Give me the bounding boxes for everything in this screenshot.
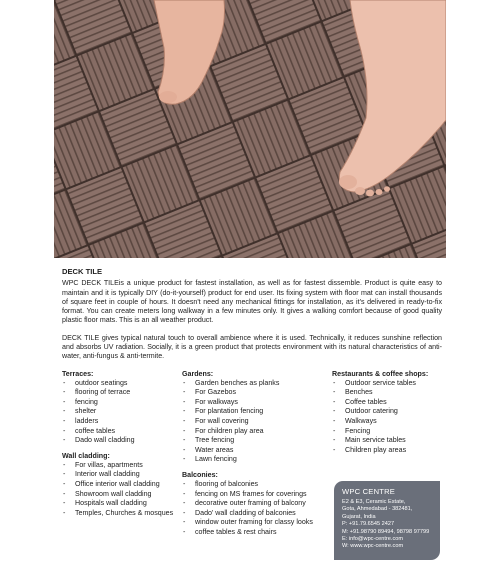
intro-paragraph: WPC DECK TILEis a unique product for fastest installation, as well as for fastest dissemble. Product is quite easy to maintain and it is typically DIY (do-it-yourself) product for end user. Its fixing system with floor mat can install thousands of square feet in couple of hours. It doesn't need any mechanical fittings for installation, as it's delivered in ready-to-fix format. You can create meters long walkway in a few minutes only. It gives a walking comfort because of good quality plastic floor mats. This is an all weather product. xyxy=(62,279,442,325)
list-item: - For children play area xyxy=(182,427,332,437)
list-item: - flooring of terrace xyxy=(62,388,182,398)
list-item: - Dado' wall cladding of balconies xyxy=(182,509,332,519)
restaurants-list xyxy=(332,379,442,456)
list-item: - Temples, Churches & mosques xyxy=(62,509,182,519)
list-item: - Office interior wall cladding xyxy=(62,480,182,490)
list-item: - shelter xyxy=(62,407,182,417)
list-item: - Outdoor service tables xyxy=(332,379,442,389)
list-item: - Showroom wall cladding xyxy=(62,490,182,500)
list-item: - Coffee tables xyxy=(332,398,442,408)
deck-tile-image xyxy=(54,0,446,258)
website-link[interactable]: W: www.wpc-centre.com xyxy=(342,543,404,550)
list-item: - For walkways xyxy=(182,398,332,408)
benefits-paragraph: DECK TILE gives typical natural touch to overall ambience where it is used. Technically, it reduces sunshine reflection and absorbs UV radiation. Socially, it is a green product that protects environment with its natural characteristics of anti-water, anti-fungus & anti-termite. xyxy=(62,333,442,361)
list-item: - Hospitals wall cladding xyxy=(62,499,182,509)
terraces-heading: Terraces: xyxy=(62,369,94,378)
list-item: - For plantation fencing xyxy=(182,407,332,417)
list-item: - Water areas xyxy=(182,446,332,456)
list-item: - Benches xyxy=(332,388,442,398)
gardens-list xyxy=(182,379,332,465)
list-item: - Children play areas xyxy=(332,446,442,456)
list-item: - Main service tables xyxy=(332,436,442,446)
email-address[interactable]: E: info@wpc-centre.com xyxy=(342,536,404,543)
terraces-list xyxy=(62,379,182,446)
list-item: - fencing xyxy=(62,398,182,408)
list-item: - For villas, apartments xyxy=(62,461,182,471)
company-name: WPC CENTRE xyxy=(342,487,396,496)
gardens-heading: Gardens: xyxy=(182,369,214,378)
list-item: - Interior wall cladding xyxy=(62,470,182,480)
list-item: - For Gazebos xyxy=(182,388,332,398)
list-item: - flooring of balconies xyxy=(182,480,332,490)
list-item: - fencing on MS frames for coverings xyxy=(182,490,332,500)
contact-panel xyxy=(334,481,440,560)
address-line-1: E2 & E3, Ceramic Estate, xyxy=(342,499,406,505)
wall-cladding-list xyxy=(62,461,182,519)
column-terraces-wall xyxy=(62,370,182,525)
list-item: - Garden benches as planks xyxy=(182,379,332,389)
list-item: - Walkways xyxy=(332,417,442,427)
list-item: - Fencing xyxy=(332,427,442,437)
column-restaurants xyxy=(332,370,442,462)
list-item: - Tree fencing xyxy=(182,436,332,446)
list-item: - outdoor seatings xyxy=(62,379,182,389)
phone-number: P: +91.79.6545 2427 xyxy=(342,521,395,528)
restaurants-heading: Restaurants & coffee shops: xyxy=(332,369,429,378)
column-gardens-balconies xyxy=(182,370,332,544)
address-line-2: Gota, Ahmedabad - 382481, xyxy=(342,506,413,513)
list-item: - window outer framing for classy looks xyxy=(182,518,332,528)
list-item: - coffee tables & rest chairs xyxy=(182,528,332,538)
list-item: - ladders xyxy=(62,417,182,427)
mobile-number: M: +91.98790 89494, 98798 97799 xyxy=(342,528,430,535)
list-item: - Lawn fencing xyxy=(182,455,332,465)
address-line-3: Gujarat, India xyxy=(342,513,376,520)
list-item: - decorative outer framing of balcony xyxy=(182,499,332,509)
product-title: DECK TILE xyxy=(62,267,103,276)
deck-tile-photo xyxy=(54,0,446,258)
list-item: - Dado wall cladding xyxy=(62,436,182,446)
list-item: - Outdoor catering xyxy=(332,407,442,417)
balconies-list xyxy=(182,480,332,538)
list-item: - For wall covering xyxy=(182,417,332,427)
list-item: - coffee tables xyxy=(62,427,182,437)
wall-cladding-heading: Wall cladding: xyxy=(62,451,110,460)
balconies-heading: Balconies: xyxy=(182,471,218,480)
